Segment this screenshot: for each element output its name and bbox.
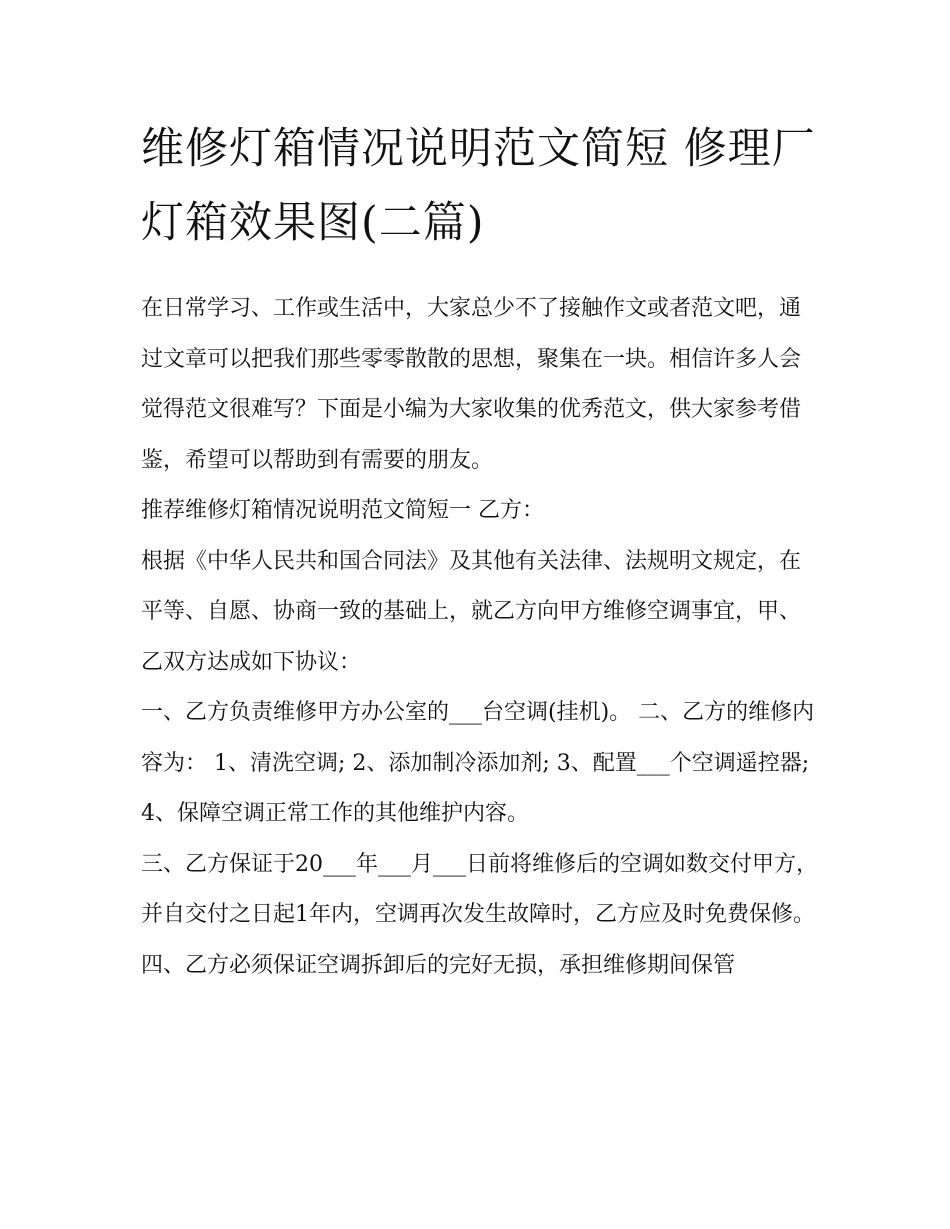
paragraph-clause-1-2: 一、乙方负责维修甲方办公室的___台空调(挂机)。 二、乙方的维修内容为： 1、清洗空调; 2、添加制冷添加剂; 3、配置___个空调遥控器;	[141, 700, 815, 776]
paragraph-intro: 在日常学习、工作或生活中，大家总少不了接触作文或者范文吧，通过文章可以把我们那些零零散散的思想，聚集在一块。相信许多人会觉得范文很难写？下面是小编为大家收集的优秀范文，供大家参考借鉴，希望可以帮助到有需要的朋友。	[141, 296, 802, 473]
paragraph-clause-4-guarantee: 四、乙方必须保证空调拆卸后的完好无损，承担维修期间保管	[141, 952, 736, 978]
paragraph-clause-4: 4、保障空调正常工作的其他维护内容。	[141, 801, 529, 826]
paragraph-clause-3: 三、乙方保证于20___年___月___日前将维修后的空调如数交付甲方，并自交付之日起1年内，空调再次发生故障时，乙方应及时免费保修。	[141, 851, 818, 927]
paragraph-heading-one: 推荐维修灯箱情况说明范文简短一 乙方：	[141, 498, 544, 523]
paragraph-legal-basis: 根据《中华人民共和国合同法》及其他有关法律、法规明文规定，在平等、自愿、协商一致的基础上，就乙方向甲方维修空调事宜，甲、乙双方达成如下协议：	[141, 548, 802, 675]
document-body	[141, 284, 821, 991]
document-page	[141, 112, 821, 991]
document-title: 维修灯箱情况说明范文简短 修理厂灯箱效果图(二篇)	[141, 124, 816, 248]
